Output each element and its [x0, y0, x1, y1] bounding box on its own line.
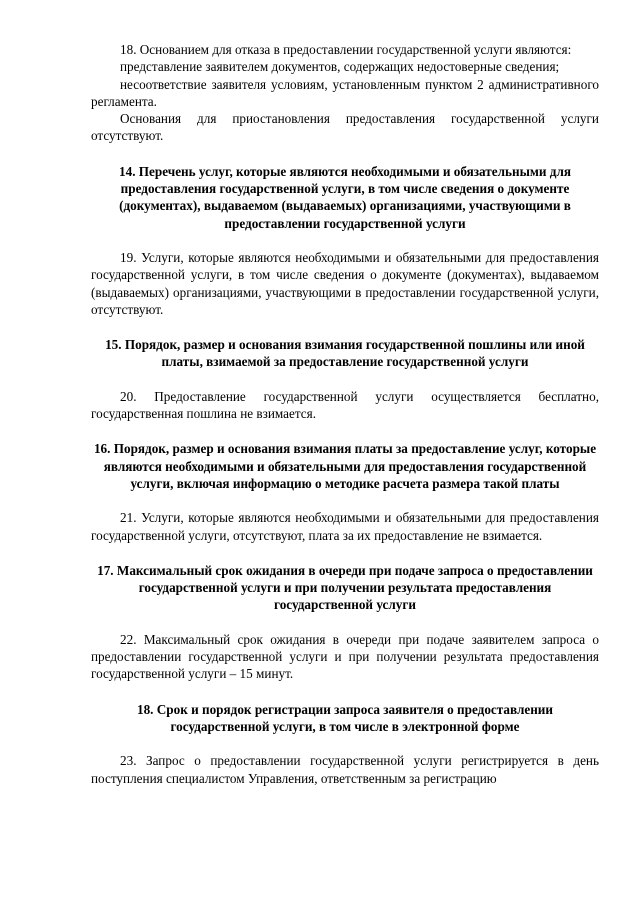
spacer: [91, 318, 599, 336]
paragraph-22: 22. Максимальный срок ожидания в очереди при подаче заявителем запроса о предоставлении государственной услуги и при получении результата предоставления государственной услуги – 15 минут.: [91, 631, 599, 682]
section-heading-14: 14. Перечень услуг, которые являются необходимыми и обязательными для предоставления государственной услуги, в том числе сведения о документе (документах), выдаваемом (выдаваемых) организациями, участвующими в предоставлении государственной услуги: [119, 163, 571, 231]
spacer: [91, 683, 599, 701]
spacer: [91, 232, 599, 249]
section-heading-16: 16. Порядок, размер и основания взимания платы за предоставление услуг, которые являются необходимыми и обязательными для предоставления государственной услуги, включая информацию о методике расчета размера такой платы: [93, 441, 597, 491]
document-body: [91, 41, 599, 787]
paragraph-19: 19. Услуги, которые являются необходимыми и обязательными для предоставления государственной услуги, в том числе сведения о документе (документах), выдаваемом (выдаваемых) организациями, участвующими в предоставлении государственной услуги, отсутствуют.: [91, 249, 599, 317]
paragraph-18-item-1: представление заявителем документов, содержащих недостоверные сведения;: [120, 59, 560, 75]
section-heading-15: 15. Порядок, размер и основания взимания государственной пошлины или иной платы, взимаемой за предоставление государственной услуги: [105, 337, 585, 370]
spacer: [91, 422, 599, 440]
paragraph-18-suspend: Основания для приостановления предоставления государственной услуги отсутствуют.: [91, 111, 599, 144]
paragraph-20: 20. Предоставление государственной услуги осуществляется бесплатно, государственная пошлина не взимается.: [91, 388, 599, 422]
paragraph-21: 21. Услуги, которые являются необходимыми и обязательными для предоставления государственной услуги, отсутствуют, плата за их предоставление не взимается.: [91, 510, 599, 543]
section-heading-17: 17. Максимальный срок ожидания в очереди при подаче запроса о предоставлении государственной услуги и при получении результата предоставления государственной услуги: [97, 562, 593, 613]
paragraph-18-intro: 18. Основанием для отказа в предоставлении государственной услуги являются:: [120, 42, 572, 57]
spacer: [91, 492, 599, 509]
spacer: [91, 735, 599, 752]
paragraph-18-item-2: несоответствие заявителя условиям, установленным пунктом 2 административного регламента.: [91, 76, 599, 109]
spacer: [91, 544, 599, 562]
section-heading-18: 18. Срок и порядок регистрации запроса заявителя о предоставлении государственной услуги, в том числе в электронной форме: [136, 701, 554, 734]
spacer: [91, 371, 599, 388]
paragraph-23: 23. Запрос о предоставлении государственной услуги регистрируется в день поступления специалистом Управления, ответственным за регистрацию: [91, 753, 599, 786]
spacer: [91, 614, 599, 631]
spacer: [91, 145, 599, 163]
